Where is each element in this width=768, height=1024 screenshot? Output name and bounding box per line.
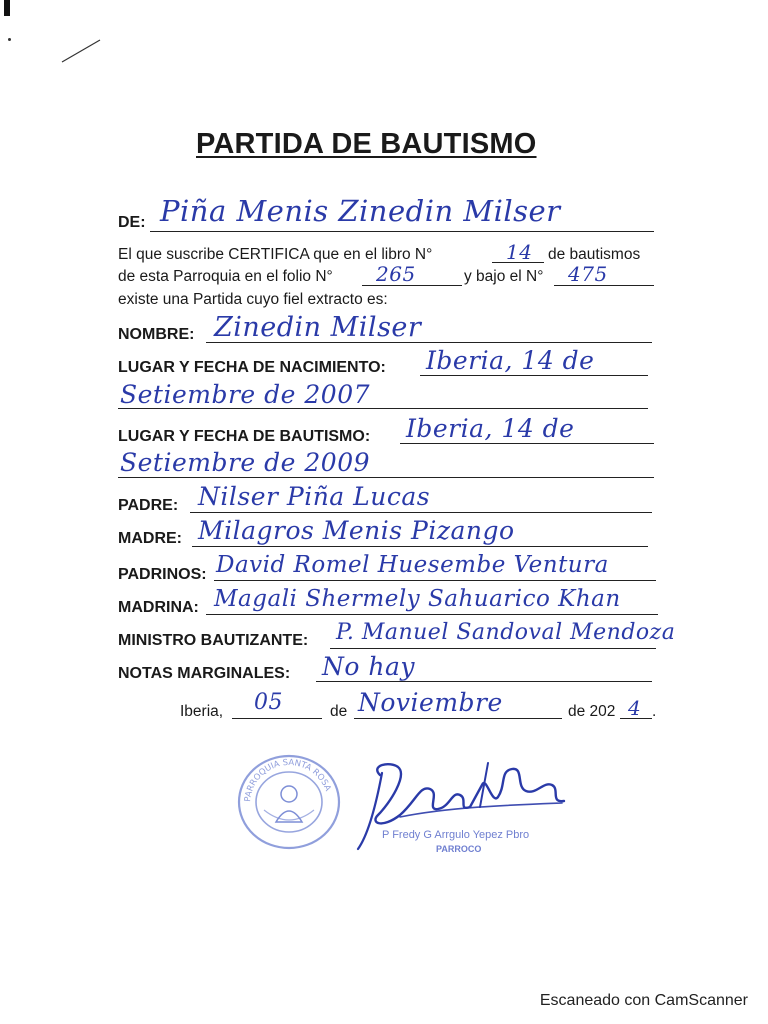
madre-handwritten-value: Milagros Menis Pizango xyxy=(198,516,515,545)
numero-handwritten-value: 475 xyxy=(568,262,608,286)
nacimiento-label: LUGAR Y FECHA DE NACIMIENTO: xyxy=(118,359,386,376)
bautismo-handwritten-value-2: Setiembre de 2009 xyxy=(120,448,371,477)
cert-text-3: existe una Partida cuyo fiel extracto es: xyxy=(118,291,388,308)
signature-block xyxy=(230,745,590,865)
date-end: . xyxy=(652,703,657,720)
signer-line: P Fredy G Arrgulo Yepez Pbro xyxy=(382,829,530,841)
madrina-underline xyxy=(206,614,658,615)
notas-label: NOTAS MARGINALES: xyxy=(118,665,291,682)
notas-underline xyxy=(316,681,652,682)
padre-handwritten-value: Nilser Piña Lucas xyxy=(198,482,431,511)
date-year-handwritten: 4 xyxy=(628,696,642,720)
scan-corner-mark xyxy=(4,0,10,16)
nombre-label: NOMBRE: xyxy=(118,326,195,343)
madrina-handwritten-value: Magali Shermely Sahuarico Khan xyxy=(214,586,621,612)
cert-text-2b: y bajo el N° xyxy=(464,268,544,285)
padre-underline xyxy=(190,512,652,513)
handwritten-signature xyxy=(230,745,590,865)
notas-handwritten-value: No hay xyxy=(322,652,416,681)
pen-stroke-mark xyxy=(58,36,104,66)
bautismo-label: LUGAR Y FECHA DE BAUTISMO: xyxy=(118,428,371,445)
cert-text-2a: de esta Parroquia en el folio N° xyxy=(118,268,333,285)
folio-handwritten-value: 265 xyxy=(376,262,416,286)
date-month-handwritten: Noviembre xyxy=(358,688,503,717)
nombre-handwritten-value: Zinedin Milser xyxy=(214,312,422,343)
bautismo-handwritten-value-1: Iberia, 14 de xyxy=(406,414,575,443)
bautismo-underline-2 xyxy=(118,477,654,478)
nacimiento-handwritten-value-1: Iberia, 14 de xyxy=(426,346,595,375)
ministro-underline xyxy=(330,648,656,649)
stamp-text: PARROQUIA SANTA ROSA xyxy=(243,757,333,803)
padre-label: PADRE: xyxy=(118,497,179,514)
madre-label: MADRE: xyxy=(118,530,182,547)
date-day-handwritten: 05 xyxy=(254,690,283,715)
date-year-prefix: de 202 xyxy=(568,703,616,720)
ministro-handwritten-value: P. Manuel Sandoval Mendoza xyxy=(336,620,676,645)
date-day-underline xyxy=(232,718,322,719)
nacimiento-underline-1 xyxy=(420,375,648,376)
libro-handwritten-value: 14 xyxy=(506,240,533,264)
bautismo-underline-1 xyxy=(400,443,654,444)
madre-underline xyxy=(192,546,648,547)
padrinos-label: PADRINOS: xyxy=(118,566,207,583)
padrinos-handwritten-value: David Romel Huesembe Ventura xyxy=(216,552,609,578)
date-place: Iberia, xyxy=(180,703,224,720)
de-handwritten-value: Piña Menis Zinedin Milser xyxy=(160,194,561,228)
cert-text-1a: El que suscribe CERTIFICA que en el libro N° xyxy=(118,246,433,263)
ministro-label: MINISTRO BAUTIZANTE: xyxy=(118,632,309,649)
padrinos-underline xyxy=(214,580,656,581)
nacimiento-handwritten-value-2: Setiembre de 2007 xyxy=(120,380,371,409)
madrina-label: MADRINA: xyxy=(118,599,199,616)
cert-text-1b: de bautismos xyxy=(548,246,641,263)
scanner-watermark: Escaneado con CamScanner xyxy=(539,992,748,1009)
de-underline xyxy=(150,231,654,232)
scan-dot xyxy=(8,38,11,41)
de-label: DE: xyxy=(118,214,146,231)
document-title: PARTIDA DE BAUTISMO xyxy=(196,128,537,160)
date-de: de xyxy=(330,703,348,720)
date-month-underline xyxy=(354,718,562,719)
signer-title: PARROCO xyxy=(436,844,482,854)
